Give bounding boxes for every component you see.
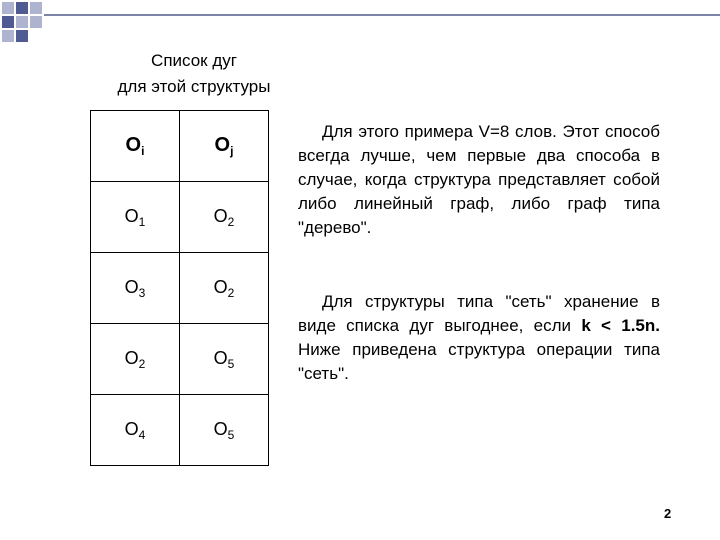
paragraph-comparison [298,120,660,240]
table-row [91,395,269,466]
paragraph-2-after: Ниже приведена структура операции типа "сеть". [298,340,660,383]
decor-square [2,2,14,14]
corner-decoration [0,0,60,50]
table-row [91,253,269,324]
caption-line-1: Список дуг [151,51,237,70]
table-cell: $O_2$ [91,324,180,395]
decor-square [2,16,14,28]
table-cell: $O_5$ [180,395,269,466]
table-cell: $O_2$ [180,253,269,324]
table-cell: $O_5$ [180,324,269,395]
caption-line-2: для этой структуры [117,77,271,96]
table-row [91,182,269,253]
arc-list-table [90,110,269,466]
table-header-row [91,111,269,182]
table-row [91,324,269,395]
table-caption [94,48,294,100]
paragraph-network [298,290,660,386]
table-cell: $O_1$ [91,182,180,253]
header-cell-oi: $O_i$ [91,111,180,182]
table-cell: $O_3$ [91,253,180,324]
condition-formula: k < 1.5n. [581,316,660,335]
table-cell: $O_4$ [91,395,180,466]
decor-square [30,16,42,28]
table-cell: $O_2$ [180,182,269,253]
page-number: 2 [664,506,672,521]
decor-square [16,30,28,42]
decor-square [2,30,14,42]
header-cell-oj: $O_j$ [180,111,269,182]
decor-square [16,16,28,28]
title-rule [44,14,720,16]
decor-square [16,2,28,14]
paragraph-2-before: Для структуры типа "сеть" хранение в виде списка дуг выгоднее, если [298,292,660,335]
paragraph-1-text: Для этого примера V=8 слов. Этот способ всегда лучше, чем первые два способа в случае, когда структура представляет собой либо линейный граф, либо граф типа "дерево". [298,122,660,237]
decor-square [30,2,42,14]
